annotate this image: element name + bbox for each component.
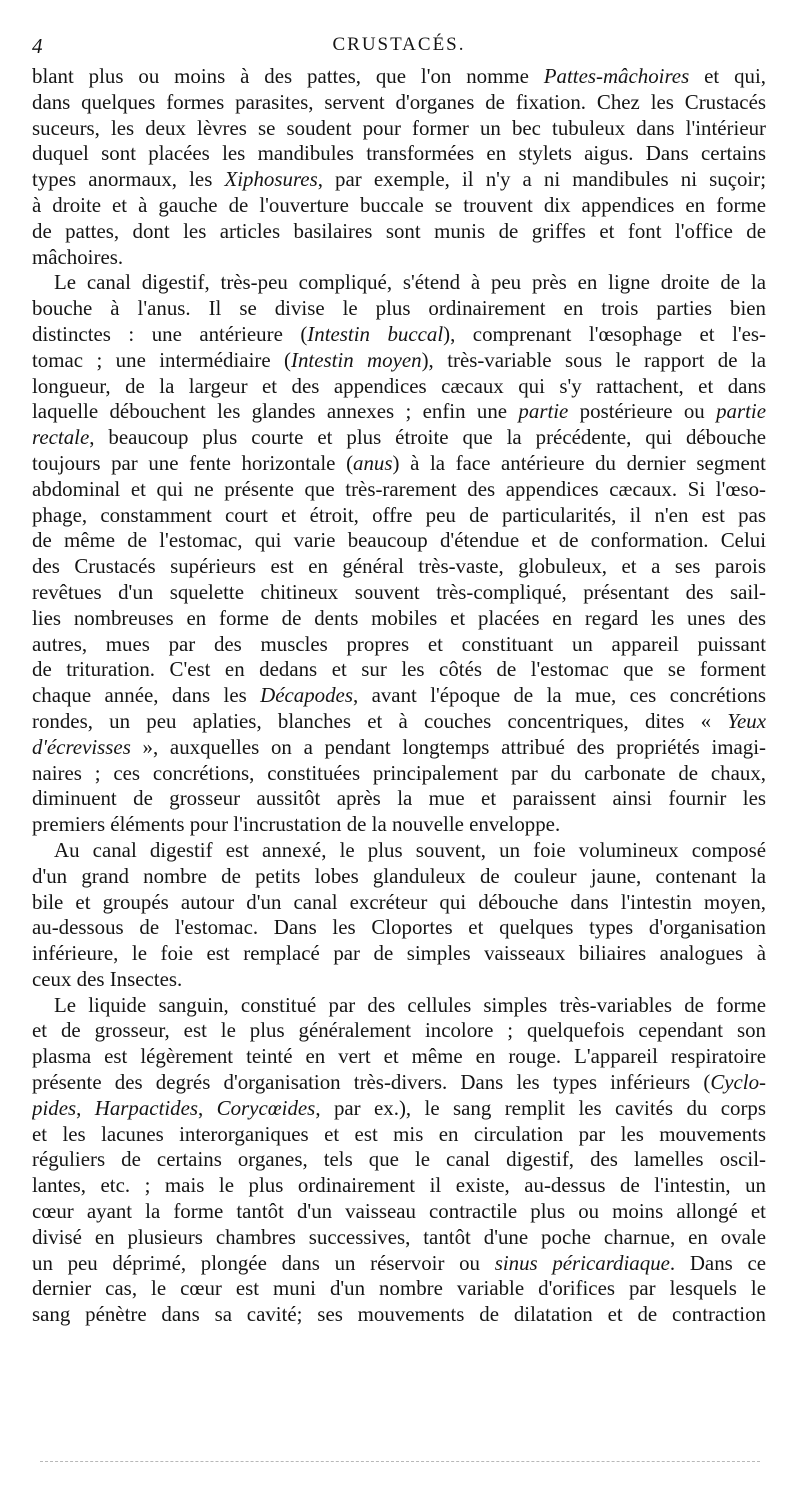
- text-line: autres, mues par des muscles propres et constituant un appareil puissant: [32, 631, 766, 656]
- text-line: rectale, beaucoup plus courte et plus étroite que la précédente, qui débouche: [32, 425, 766, 450]
- text-line: duquel sont placées les mandibules transformées en stylets aigus. Dans certains: [32, 141, 766, 166]
- text-line: Au canal digestif est annexé, le plus souvent, un foie volumineux composé: [54, 837, 766, 862]
- text-line: de même de l'estomac, qui varie beaucoup d'étendue et de conformation. Celui: [32, 528, 766, 553]
- text-line: tomac ; une intermédiaire (Intestin moyen), très-variable sous le rapport de la: [32, 347, 766, 372]
- text-line: premiers éléments pour l'incrustation de la nouvelle enveloppe.: [32, 812, 561, 837]
- text-line: chaque année, dans les Décapodes, avant l'époque de la mue, ces concrétions: [32, 683, 766, 708]
- footer-rule: [40, 1461, 760, 1462]
- text-line: de pattes, dont les articles basilaires sont munis de griffes et font l'office de: [32, 218, 766, 243]
- text-line: d'un grand nombre de petits lobes glanduleux de couleur jaune, contenant la: [32, 863, 766, 888]
- text-line: types anormaux, les Xiphosures, par exemple, il n'y a ni mandibules ni suçoir;: [32, 167, 766, 192]
- text-line: et de grosseur, est le plus généralement incolore ; quelquefois cependant son: [32, 1018, 766, 1043]
- text-line: cœur ayant la forme tantôt d'un vaisseau contractile plus ou moins allongé et: [32, 1199, 766, 1224]
- page-number: 4: [32, 34, 44, 58]
- text-line: au-dessous de l'estomac. Dans les Cloportes et quelques types d'organisation: [32, 915, 766, 940]
- text-line: lantes, etc. ; mais le plus ordinairement il existe, au-dessus de l'intestin, un: [32, 1173, 766, 1198]
- text-line: un peu déprimé, plongée dans un réservoir ou sinus péricardiaque. Dans ce: [32, 1250, 766, 1275]
- text-line: naires ; ces concrétions, constituées principalement par du carbonate de chaux,: [32, 760, 766, 785]
- text-line: diminuent de grosseur aussitôt après la mue et paraissent ainsi fournir les: [32, 786, 766, 811]
- text-line: abdominal et qui ne présente que très-rarement des appendices cæcaux. Si l'œso-: [32, 476, 766, 501]
- text-line: mâchoires.: [32, 244, 124, 269]
- text-line: réguliers de certains organes, tels que le canal digestif, des lamelles oscil-: [32, 1147, 766, 1172]
- text-line: longueur, de la largeur et des appendices cæcaux qui s'y rattachent, et dans: [32, 373, 766, 398]
- text-line: lies nombreuses en forme de dents mobiles et placées en regard les unes des: [32, 605, 766, 630]
- text-line: dernier cas, le cœur est muni d'un nombre variable d'orifices par lesquels le: [32, 1276, 766, 1301]
- text-line: inférieure, le foie est remplacé par de simples vaisseaux biliaires analogues à: [32, 941, 766, 966]
- paragraph: [32, 270, 766, 838]
- text-line: suceurs, les deux lèvres se soudent pour former un bec tubuleux dans l'intérieur: [32, 115, 766, 140]
- text-line: présente des degrés d'organisation très-divers. Dans les types inférieurs (Cyclo-: [32, 1070, 766, 1095]
- text-line: ceux des Insectes.: [32, 966, 183, 991]
- text-line: pides, Harpactides, Corycœides, par ex.), le sang remplit les cavités du corps: [32, 1095, 766, 1120]
- paragraph: [32, 838, 766, 993]
- text-line: d'écrevisses », auxquelles on a pendant longtemps attribué des propriétés imagi-: [32, 734, 766, 759]
- page-header: [32, 30, 766, 64]
- paragraph: [32, 993, 766, 1328]
- text-line: Le canal digestif, très-peu compliqué, s'étend à peu près en ligne droite de la: [54, 270, 766, 295]
- text-line: distinctes : une antérieure (Intestin buccal), comprenant l'œsophage et l'es-: [32, 321, 766, 346]
- text-line: de trituration. C'est en dedans et sur les côtés de l'estomac que se forment: [32, 657, 766, 682]
- text-line: dans quelques formes parasites, servent d'organes de fixation. Chez les Crustacés: [32, 89, 766, 114]
- text-line: Le liquide sanguin, constitué par des cellules simples très-variables de forme: [54, 992, 766, 1017]
- body-text: [32, 64, 766, 1328]
- text-line: revêtues d'un squelette chitineux souvent très-compliqué, présentant des sail-: [32, 579, 766, 604]
- text-line: phage, constamment court et étroit, offre peu de particularités, il n'en est pas: [32, 502, 766, 527]
- text-line: bile et groupés autour d'un canal excréteur qui débouche dans l'intestin moyen,: [32, 889, 766, 914]
- text-line: blant plus ou moins à des pattes, que l'on nomme Pattes-mâchoires et qui,: [32, 64, 766, 88]
- text-line: des Crustacés supérieurs est en général très-vaste, globuleux, et a ses parois: [32, 554, 766, 579]
- text-line: laquelle débouchent les glandes annexes ; enfin une partie postérieure ou partie: [32, 399, 766, 424]
- text-line: bouche à l'anus. Il se divise le plus ordinairement en trois parties bien: [32, 296, 766, 321]
- text-line: toujours par une fente horizontale (anus) à la face antérieure du dernier segment: [32, 450, 766, 475]
- text-line: plasma est légèrement teinté en vert et même en rouge. L'appareil respiratoire: [32, 1044, 766, 1069]
- paragraph: [32, 64, 766, 270]
- text-line: et les lacunes interorganiques et est mis en circulation par les mouvements: [32, 1121, 766, 1146]
- text-line: à droite et à gauche de l'ouverture buccale se trouvent dix appendices en forme: [32, 192, 766, 217]
- text-line: sang pénètre dans sa cavité; ses mouvements de dilatation et de contraction: [32, 1302, 766, 1327]
- running-title: CRUSTACÉS.: [332, 34, 466, 55]
- text-line: rondes, un peu aplaties, blanches et à couches concentriques, dites « Yeux: [32, 708, 766, 733]
- text-line: divisé en plusieurs chambres successives, tantôt d'une poche charnue, en ovale: [32, 1224, 766, 1249]
